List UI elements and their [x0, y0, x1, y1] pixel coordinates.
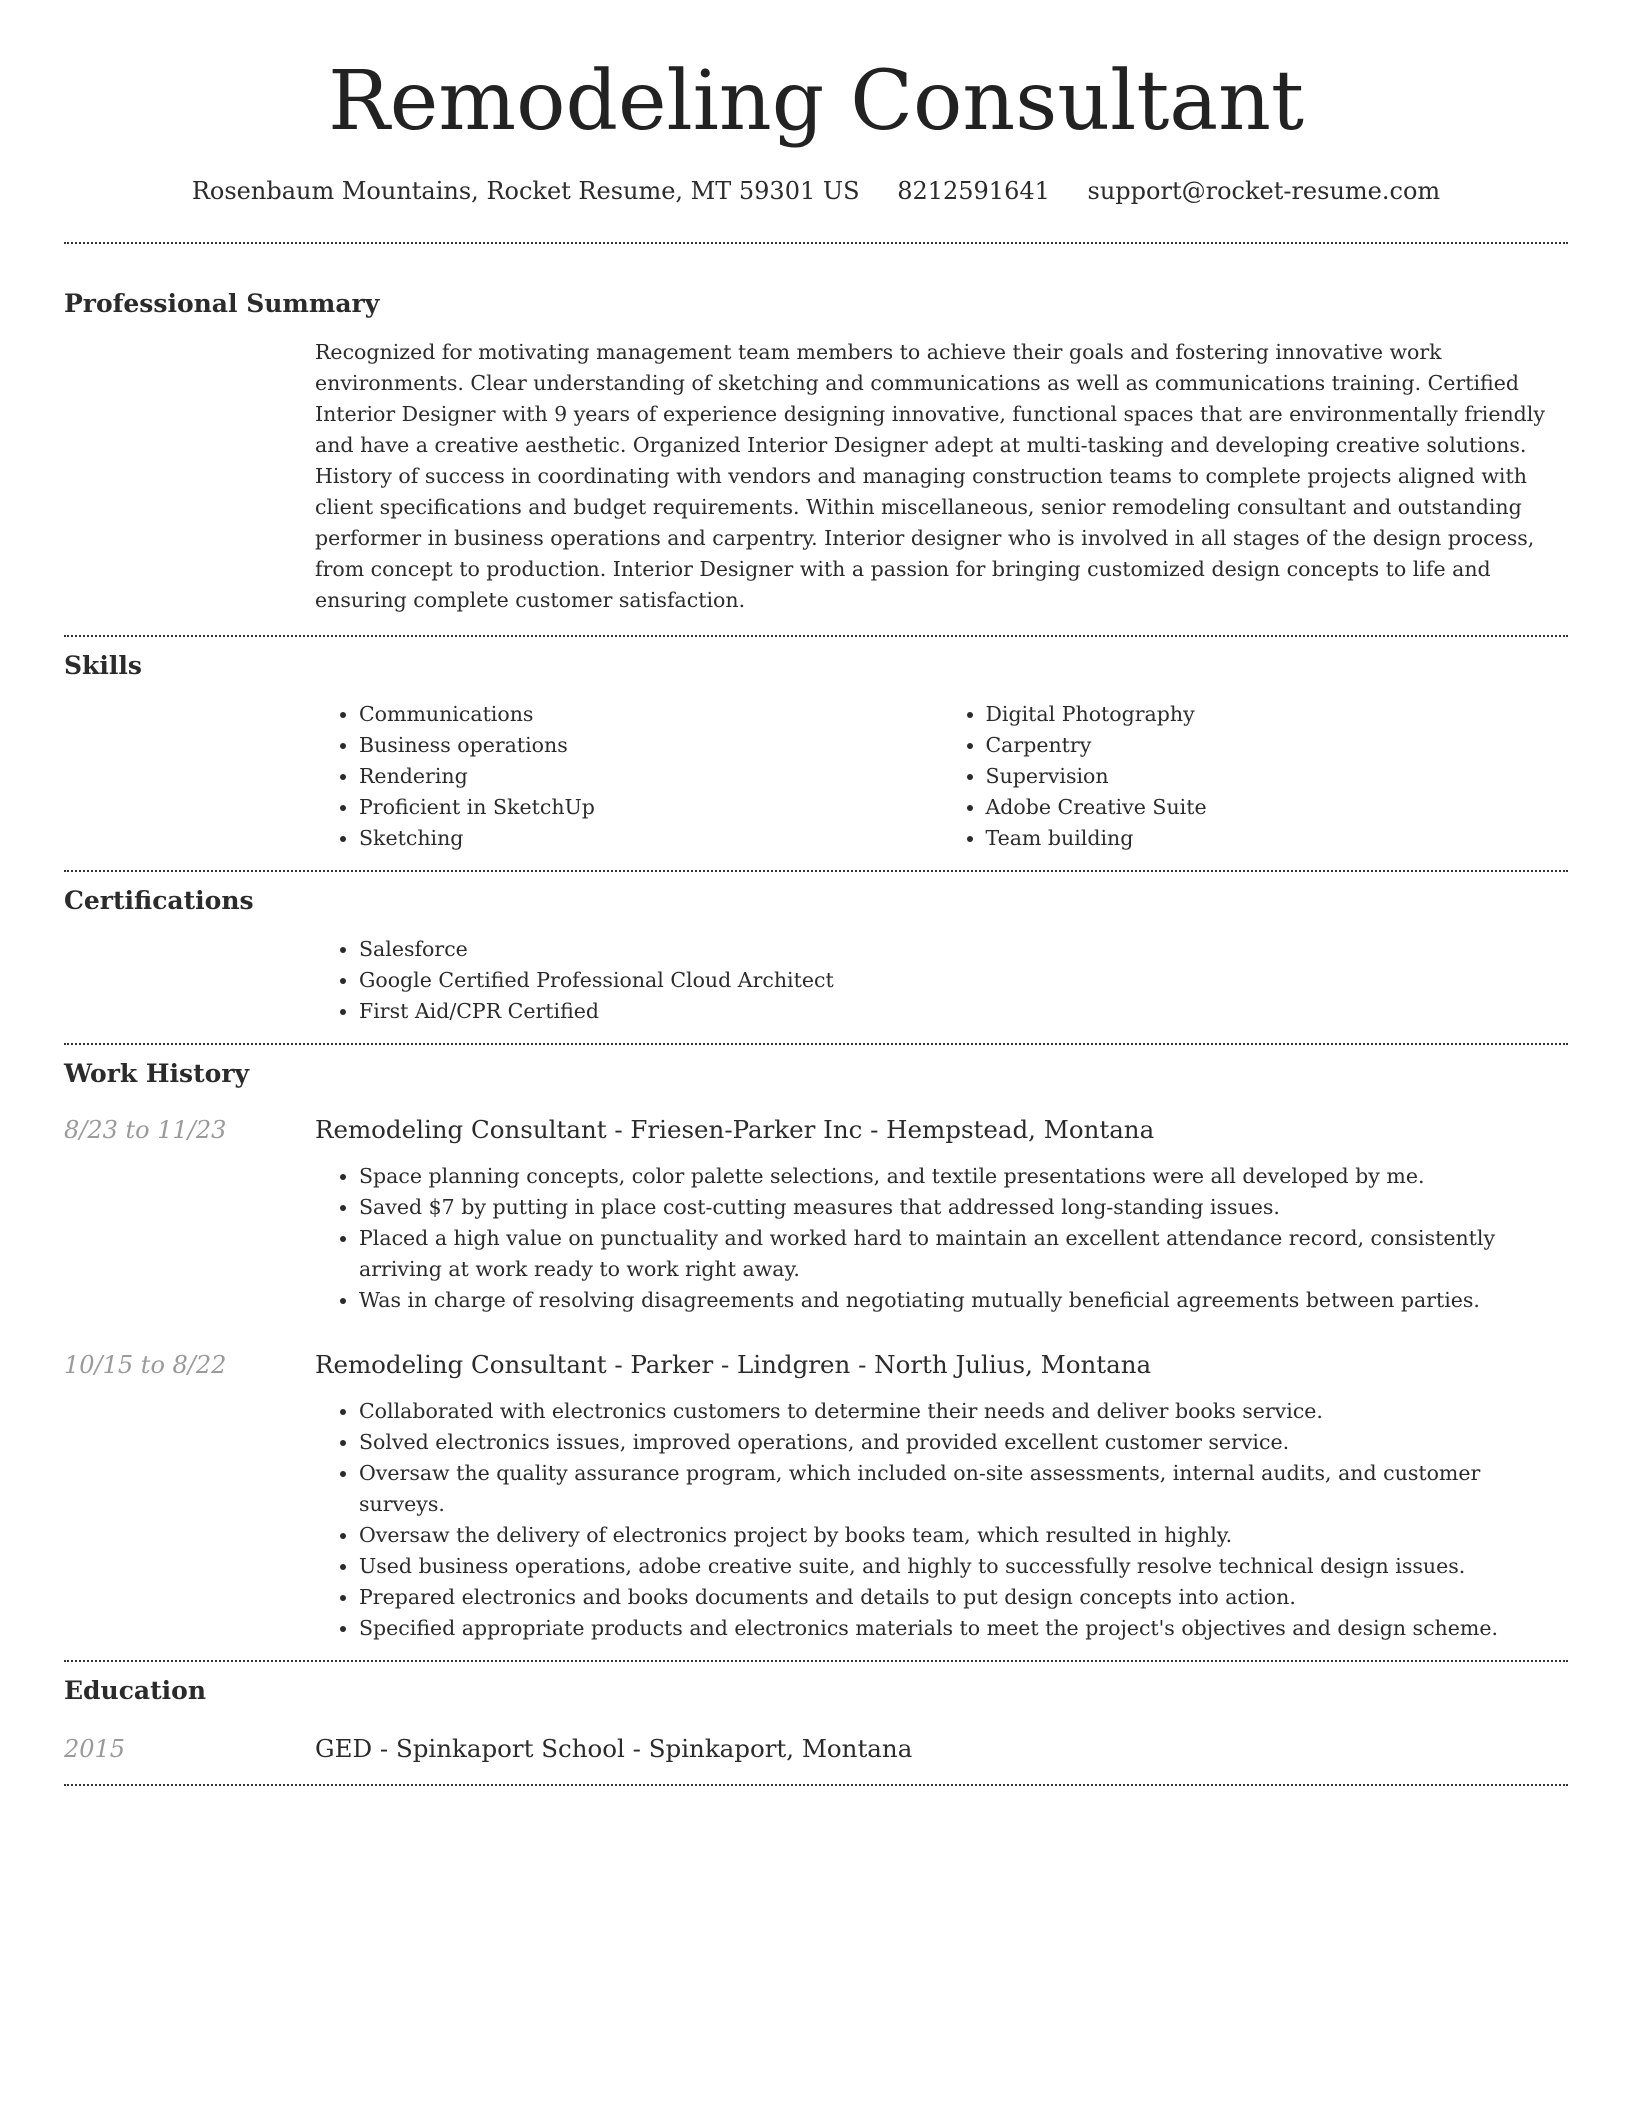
- skill-item: • Communications: [359, 699, 942, 730]
- divider: [64, 1660, 1568, 1662]
- skill-item: • Adobe Creative Suite: [986, 792, 1569, 823]
- work-entry-body: [315, 1348, 1568, 1644]
- contact-line: [64, 174, 1568, 208]
- skills-grid: [315, 699, 1568, 854]
- work-entry: [64, 1113, 1568, 1316]
- work-bullet: • Collaborated with electronics customers to determine their needs and deliver books service.: [359, 1396, 1568, 1427]
- skill-item: • Carpentry: [986, 730, 1569, 761]
- skill-item: • Digital Photography: [986, 699, 1569, 730]
- skills-list-left: [315, 699, 942, 854]
- divider: [64, 870, 1568, 872]
- skill-item: • Team building: [986, 823, 1569, 854]
- education-heading: Education: [64, 1676, 207, 1705]
- education-title: GED - Spinkaport School - Spinkaport, Montana: [315, 1734, 913, 1763]
- divider: [64, 242, 1568, 244]
- contact-phone: 8212591641: [897, 177, 1050, 205]
- work-bullet: • Was in charge of resolving disagreements and negotiating mutually beneficial agreements between parties.: [359, 1285, 1568, 1316]
- skill-item: • Rendering: [359, 761, 942, 792]
- work-bullet: • Specified appropriate products and electronics materials to meet the project's objectives and design scheme.: [359, 1613, 1568, 1644]
- skill-item: • Proficient in SketchUp: [359, 792, 942, 823]
- work-bullets: [315, 1396, 1568, 1644]
- contact-address: Rosenbaum Mountains, Rocket Resume, MT 59301 US: [191, 177, 860, 205]
- skills-heading: Skills: [64, 651, 142, 680]
- work-entry-body: [315, 1113, 1568, 1316]
- work-bullets: [315, 1161, 1568, 1316]
- divider: [64, 635, 1568, 637]
- work-bullet: • Placed a high value on punctuality and worked hard to maintain an excellent attendance record, consistently arriving at work ready to work right away.: [359, 1223, 1568, 1285]
- work-title: Remodeling Consultant - Friesen-Parker Inc - Hempstead, Montana: [315, 1115, 1155, 1144]
- certification-item: • Google Certified Professional Cloud Architect: [359, 965, 1568, 996]
- work-dates: 8/23 to 11/23: [64, 1116, 227, 1144]
- work-bullet: • Space planning concepts, color palette selections, and textile presentations were all developed by me.: [359, 1161, 1568, 1192]
- work-bullet: • Used business operations, adobe creative suite, and highly to successfully resolve technical design issues.: [359, 1551, 1568, 1582]
- skill-item: • Supervision: [986, 761, 1569, 792]
- contact-email: support@rocket-resume.com: [1087, 177, 1441, 205]
- divider: [64, 1784, 1568, 1786]
- certifications-list: [315, 934, 1568, 1027]
- work-bullet: • Saved $7 by putting in place cost-cutting measures that addressed long-standing issues.: [359, 1192, 1568, 1223]
- certifications-heading: Certifications: [64, 886, 254, 915]
- resume-page: [64, 0, 1568, 1786]
- work-bullet: • Oversaw the delivery of electronics project by books team, which resulted in highly.: [359, 1520, 1568, 1551]
- summary-heading: Professional Summary: [64, 289, 380, 318]
- work-bullet: • Solved electronics issues, improved operations, and provided excellent customer service.: [359, 1427, 1568, 1458]
- summary-text: Recognized for motivating management team members to achieve their goals and fostering innovative work environments. Clear understanding of sketching and communications as well as communications training. Certified Interior Designer with 9 years of experience designing innovative, functional spaces that are environmentally friendly and have a creative aesthetic. Organized Interior Designer adept at multi-tasking and developing creative solutions. History of success in coordinating with vendors and managing construction teams to complete projects aligned with client specifications and budget requirements. Within miscellaneous, senior remodeling consultant and outstanding performer in business operations and carpentry. Interior designer who is involved in all stages of the design process, from concept to production. Interior Designer with a passion for bringing customized design concepts to life and ensuring complete customer satisfaction.: [315, 340, 1545, 612]
- work-history-heading: Work History: [64, 1059, 250, 1088]
- certifications-content: [315, 934, 1568, 1027]
- certification-item: • Salesforce: [359, 934, 1568, 965]
- education-entry-body: [315, 1732, 1568, 1766]
- skills-list-right: [942, 699, 1569, 854]
- skill-item: • Sketching: [359, 823, 942, 854]
- resume-name: Remodeling Consultant: [328, 54, 1304, 149]
- work-bullet: • Oversaw the quality assurance program, which included on-site assessments, internal audits, and customer surveys.: [359, 1458, 1568, 1520]
- work-title: Remodeling Consultant - Parker - Lindgren - North Julius, Montana: [315, 1350, 1152, 1379]
- divider: [64, 1043, 1568, 1045]
- work-dates: 10/15 to 8/22: [64, 1351, 227, 1379]
- work-entry: [64, 1348, 1568, 1644]
- education-entry: [64, 1732, 1568, 1766]
- skill-item: • Business operations: [359, 730, 942, 761]
- certification-item: • First Aid/CPR Certified: [359, 996, 1568, 1027]
- work-bullet: • Prepared electronics and books documents and details to put design concepts into action.: [359, 1582, 1568, 1613]
- education-dates: 2015: [64, 1735, 126, 1763]
